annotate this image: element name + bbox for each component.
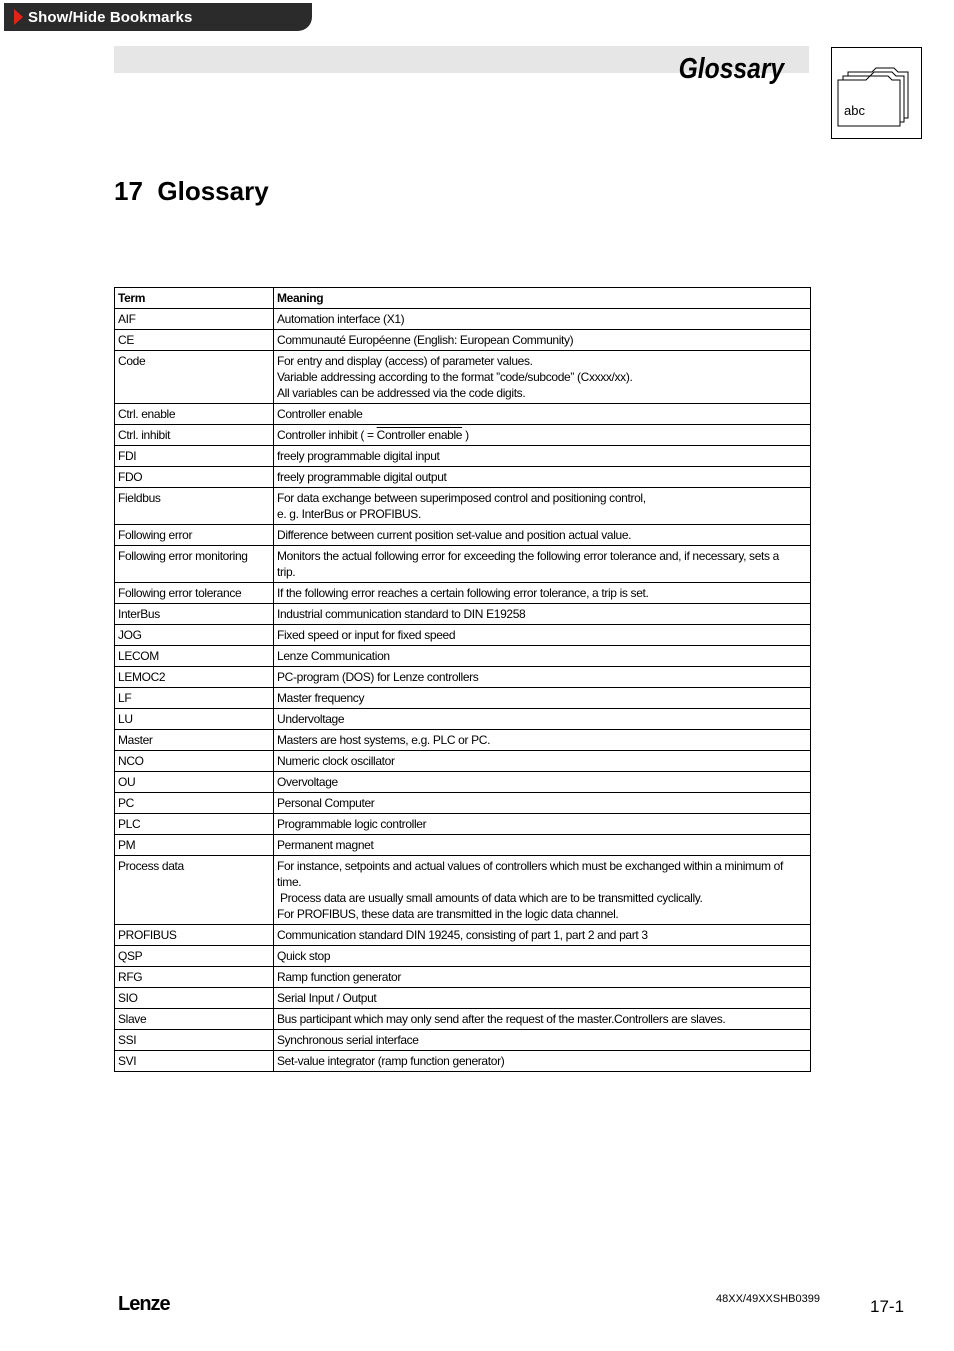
meaning-cell (274, 488, 811, 525)
page-number: 17-1 (870, 1297, 905, 1316)
meaning-cell (274, 330, 811, 351)
meaning-cell (274, 404, 811, 425)
meaning-line: Quick stop (277, 949, 331, 963)
meaning-line: Bus participant which may only send after the request of the master.Controllers are slaves. (277, 1012, 726, 1026)
term-cell: LECOM (115, 646, 274, 667)
table-row (115, 1009, 811, 1030)
table-row (115, 583, 811, 604)
tab-label: abc (844, 103, 865, 118)
meaning-cell (274, 688, 811, 709)
meaning-line: If the following error reaches a certain following error tolerance, a trip is set. (277, 586, 649, 600)
table-row (115, 835, 811, 856)
table-row (115, 988, 811, 1009)
meaning-cell (274, 583, 811, 604)
term-cell: QSP (115, 946, 274, 967)
page-header-title: Glossary (678, 53, 784, 85)
term-cell: PLC (115, 814, 274, 835)
meaning-line: PC-program (DOS) for Lenze controllers (277, 670, 479, 684)
term-cell: PC (115, 793, 274, 814)
meaning-cell (274, 946, 811, 967)
term-cell: SIO (115, 988, 274, 1009)
table-row (115, 309, 811, 330)
table-row (115, 1051, 811, 1072)
term-cell: OU (115, 772, 274, 793)
term-cell: FDI (115, 446, 274, 467)
meaning-line: Master frequency (277, 691, 365, 705)
meaning-line: Ramp function generator (277, 970, 402, 984)
negated-term: Controller enable (376, 428, 463, 442)
folder-stack-icon (832, 48, 923, 140)
table-row (115, 546, 811, 583)
term-cell: LF (115, 688, 274, 709)
meaning-cell (274, 856, 811, 925)
meaning-line: Undervoltage (277, 712, 345, 726)
meaning-line: e. g. InterBus or PROFIBUS. (277, 507, 421, 521)
meaning-prefix: Controller inhibit ( = (277, 428, 377, 442)
term-cell: SVI (115, 1051, 274, 1072)
meaning-cell (274, 646, 811, 667)
term-cell: Slave (115, 1009, 274, 1030)
meaning-cell (274, 772, 811, 793)
meaning-cell (274, 814, 811, 835)
term-cell: InterBus (115, 604, 274, 625)
table-row (115, 856, 811, 925)
table-row (115, 488, 811, 525)
glossary-table (114, 287, 811, 1072)
term-cell: Master (115, 730, 274, 751)
meaning-cell (274, 1051, 811, 1072)
meaning-line: Difference between current position set-value and position actual value. (277, 528, 632, 542)
meaning-cell (274, 446, 811, 467)
table-row (115, 625, 811, 646)
meaning-line: Overvoltage (277, 775, 338, 789)
term-cell: CE (115, 330, 274, 351)
meaning-cell (274, 709, 811, 730)
meaning-line: Communication standard DIN 19245, consisting of part 1, part 2 and part 3 (277, 928, 648, 942)
meaning-line: Permanent magnet (277, 838, 374, 852)
meaning-line: trip. (277, 565, 296, 579)
term-cell: PM (115, 835, 274, 856)
meaning-cell (274, 967, 811, 988)
table-header-row (115, 288, 811, 309)
meaning-line: Programmable logic controller (277, 817, 427, 831)
table-row (115, 525, 811, 546)
table-row (115, 1030, 811, 1051)
table-row (115, 925, 811, 946)
triangle-right-icon (14, 9, 23, 25)
meaning-line: Process data are usually small amounts of data which are to be transmitted cyclically. (277, 891, 703, 905)
meaning-line: time. (277, 875, 302, 889)
table-row (115, 793, 811, 814)
table-row (115, 467, 811, 488)
meaning-cell (274, 625, 811, 646)
meaning-line: Monitors the actual following error for exceeding the following error tolerance and, if necessary, sets a (277, 549, 779, 563)
table-row (115, 814, 811, 835)
term-cell: LEMOC2 (115, 667, 274, 688)
table-row (115, 772, 811, 793)
chapter-tab (831, 47, 922, 139)
term-cell: LU (115, 709, 274, 730)
meaning-line: For PROFIBUS, these data are transmitted in the logic data channel. (277, 907, 619, 921)
show-hide-bookmarks-button[interactable] (4, 3, 312, 31)
column-header-term: Term (115, 288, 274, 309)
lenze-logo: Lenze (118, 1293, 170, 1315)
meaning-line: Fixed speed or input for fixed speed (277, 628, 456, 642)
column-header-meaning: Meaning (274, 288, 811, 309)
table-row (115, 751, 811, 772)
term-cell: PROFIBUS (115, 925, 274, 946)
term-cell: Process data (115, 856, 274, 925)
table-row (115, 730, 811, 751)
chapter-title: 17 Glossary (114, 176, 269, 206)
table-row (115, 404, 811, 425)
term-cell: Fieldbus (115, 488, 274, 525)
meaning-cell (274, 309, 811, 330)
term-cell: RFG (115, 967, 274, 988)
meaning-cell (274, 793, 811, 814)
table-row (115, 330, 811, 351)
meaning-line: Serial Input / Output (277, 991, 377, 1005)
meaning-line: Personal Computer (277, 796, 375, 810)
meaning-line: Set-value integrator (ramp function generator) (277, 1054, 505, 1068)
meaning-line: Industrial communication standard to DIN E19258 (277, 607, 526, 621)
meaning-cell (274, 835, 811, 856)
term-cell: FDO (115, 467, 274, 488)
term-cell: AIF (115, 309, 274, 330)
meaning-cell (274, 988, 811, 1009)
meaning-line: All variables can be addressed via the code digits. (277, 386, 526, 400)
table-row (115, 604, 811, 625)
document-id: 48XX/49XXSHB0399 (716, 1293, 820, 1305)
meaning-line (277, 427, 807, 443)
term-cell: Code (115, 351, 274, 404)
table-row (115, 646, 811, 667)
meaning-line: Synchronous serial interface (277, 1033, 419, 1047)
meaning-cell (274, 546, 811, 583)
meaning-cell (274, 1030, 811, 1051)
meaning-line: Controller enable (277, 407, 363, 421)
meaning-suffix: ) (462, 428, 469, 442)
meaning-cell (274, 351, 811, 404)
meaning-line: For instance, setpoints and actual values of controllers which must be exchanged within a minimum of (277, 859, 783, 873)
table-row (115, 425, 811, 446)
meaning-line: Automation interface (X1) (277, 312, 405, 326)
term-cell: Ctrl. inhibit (115, 425, 274, 446)
meaning-line: Numeric clock oscillator (277, 754, 395, 768)
term-cell: Following error tolerance (115, 583, 274, 604)
meaning-cell (274, 604, 811, 625)
table-row (115, 946, 811, 967)
meaning-cell (274, 1009, 811, 1030)
meaning-cell (274, 425, 811, 446)
term-cell: NCO (115, 751, 274, 772)
meaning-cell (274, 467, 811, 488)
meaning-line: Lenze Communication (277, 649, 390, 663)
meaning-line: freely programmable digital input (277, 449, 440, 463)
table-row (115, 351, 811, 404)
meaning-line: freely programmable digital output (277, 470, 447, 484)
term-cell: SSI (115, 1030, 274, 1051)
meaning-cell (274, 925, 811, 946)
term-cell: Following error (115, 525, 274, 546)
meaning-cell (274, 525, 811, 546)
meaning-cell (274, 751, 811, 772)
table-row (115, 688, 811, 709)
table-row (115, 709, 811, 730)
meaning-line: Variable addressing according to the format ”code/subcode” (Cxxxx/xx). (277, 370, 633, 384)
term-cell: Following error monitoring (115, 546, 274, 583)
bookmarks-label: Show/Hide Bookmarks (28, 8, 193, 26)
term-cell: Ctrl. enable (115, 404, 274, 425)
meaning-line: For data exchange between superimposed control and positioning control, (277, 491, 646, 505)
term-cell: JOG (115, 625, 274, 646)
table-row (115, 446, 811, 467)
table-row (115, 667, 811, 688)
table-row (115, 967, 811, 988)
meaning-line: For entry and display (access) of parameter values. (277, 354, 533, 368)
meaning-line: Masters are host systems, e.g. PLC or PC. (277, 733, 491, 747)
meaning-line: Communauté Européenne (English: European Community) (277, 333, 574, 347)
meaning-cell (274, 730, 811, 751)
meaning-cell (274, 667, 811, 688)
